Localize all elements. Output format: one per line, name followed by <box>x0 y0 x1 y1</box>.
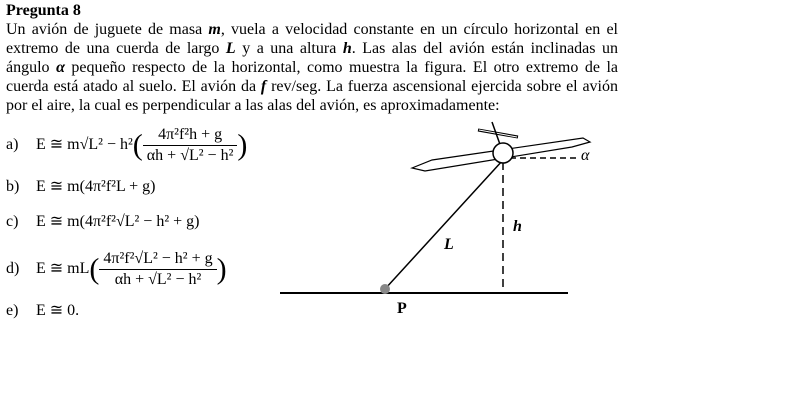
cord-line <box>385 160 503 289</box>
text-part: , vuela a velocidad constante en un círculo horizontal en el extremo de una cuerda de largo <box>6 21 619 57</box>
option-formula: E ≅ m(4π²f²L + g) <box>36 178 156 195</box>
var-m: m <box>208 21 221 38</box>
paren-left: ( <box>89 252 100 286</box>
var-L: L <box>225 40 236 57</box>
paren-left: ( <box>132 128 143 162</box>
tail-fin-inner-line <box>479 130 517 137</box>
text-part: pequeño respecto de la horizontal, como muestra la figura. El otro extremo de la cuerda está atado al suelo. El avión da <box>6 59 619 95</box>
option-label: a) <box>6 136 19 154</box>
option-formula: E ≅ m(4π²f²√L² − h² + g) <box>36 213 200 230</box>
text-part: rev/seg. La fuerza ascensional ejercida sobre el avión por el aire, la cual es perpendicular a las alas del avión, es aproximadamente: <box>6 78 618 114</box>
option-label: c) <box>6 213 19 230</box>
airplane-body-icon <box>493 143 513 163</box>
var-f: f <box>260 78 267 95</box>
fraction-numerator: 4π²f²√L² − h² + g <box>99 250 216 270</box>
option-label: d) <box>6 260 20 278</box>
label-h: h <box>513 218 522 235</box>
var-h: h <box>342 40 352 57</box>
label-P: P <box>397 300 407 317</box>
option-formula-prefix: E ≅ mL <box>36 260 90 278</box>
label-alpha: α <box>581 147 590 164</box>
option-formula-prefix: E ≅ m√L² − h² <box>36 136 133 154</box>
fraction-numerator: 4π²f²h + g <box>143 126 238 146</box>
paren-right: ) <box>237 128 248 162</box>
paren-right: ) <box>216 252 227 286</box>
text-part: . Las alas del avión están inclinadas un ángulo <box>6 40 619 76</box>
label-L: L <box>444 236 454 253</box>
text-part: y a una altura <box>235 40 343 57</box>
var-alpha: α <box>56 59 65 76</box>
option-formula: E ≅ 0. <box>36 302 80 319</box>
option-label: e) <box>6 302 19 319</box>
text-part: Un avión de juguete de masa <box>6 21 209 38</box>
question-title: Pregunta 8 <box>6 2 81 19</box>
anchor-point-icon <box>380 284 390 294</box>
fraction-denominator: αh + √L² − h² <box>146 147 234 164</box>
option-label: b) <box>6 178 20 195</box>
fraction-denominator: αh + √L² − h² <box>114 271 202 288</box>
